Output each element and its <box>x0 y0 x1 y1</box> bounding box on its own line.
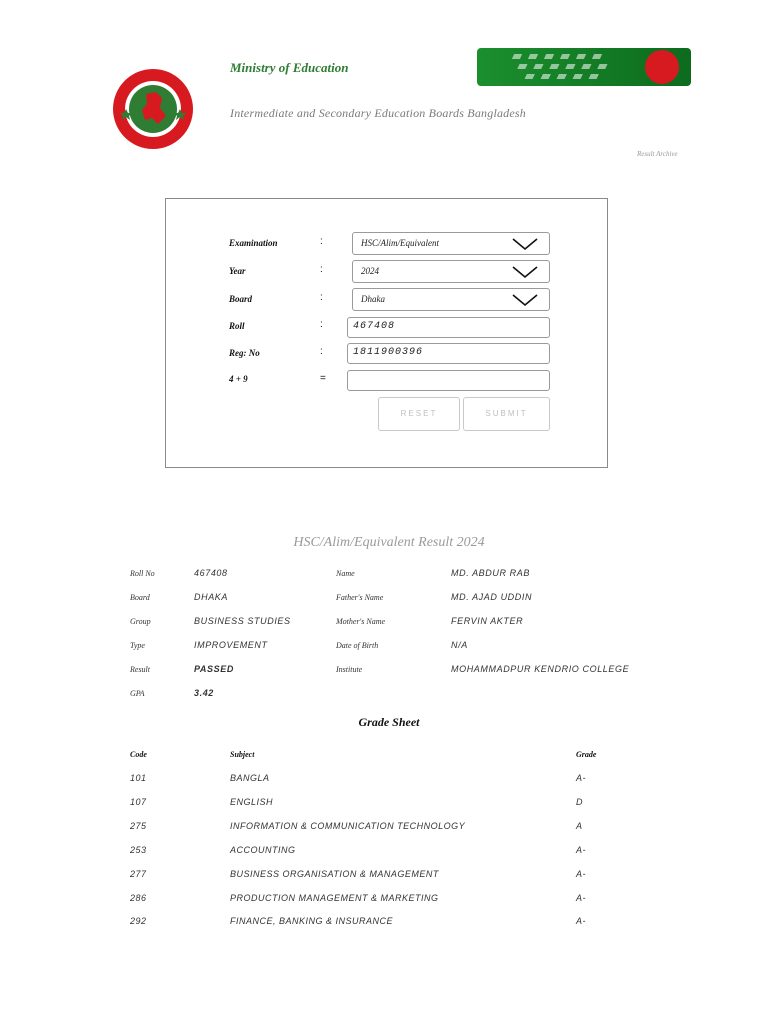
year-label: Year <box>229 266 246 276</box>
group-value: BUSINESS STUDIES <box>194 616 291 626</box>
grade-row-grade: A- <box>576 773 586 783</box>
fathers-name-value: MD. AJAD UDDIN <box>451 592 533 602</box>
reg-no-label: Reg: No <box>229 348 260 358</box>
captcha-input[interactable] <box>347 370 550 391</box>
grade-row-subject: INFORMATION & COMMUNICATION TECHNOLOGY <box>230 821 466 831</box>
result-archive-link[interactable]: Result Archive <box>637 150 678 158</box>
grade-row-code: 286 <box>130 893 147 903</box>
grade-row-code: 101 <box>130 773 147 783</box>
date-of-birth-value: N/A <box>451 640 468 650</box>
type-value: IMPROVEMENT <box>194 640 268 650</box>
grade-row-subject: FINANCE, BANKING & INSURANCE <box>230 916 394 926</box>
mothers-name-label: Mother's Name <box>336 617 386 626</box>
result-label: Result <box>130 665 150 674</box>
grade-row-code: 253 <box>130 845 147 855</box>
examination-label: Examination <box>229 238 278 248</box>
gpa-label: GPA <box>130 689 145 698</box>
examination-select[interactable] <box>352 232 550 255</box>
captcha-question: 4 + 9 <box>229 374 248 384</box>
reg-no-input[interactable]: 1811900396 <box>347 343 550 364</box>
grade-row-subject: BUSINESS ORGANISATION & MANAGEMENT <box>230 869 439 879</box>
grade-row-grade: A- <box>576 893 586 903</box>
bangladesh-govt-seal-icon <box>112 68 194 150</box>
grade-row-code: 277 <box>130 869 147 879</box>
type-label: Type <box>130 641 145 650</box>
grade-row-grade: A- <box>576 916 586 926</box>
captcha-equals: = <box>320 373 326 384</box>
code-header: Code <box>130 750 147 759</box>
chevron-down-icon <box>511 293 539 307</box>
subject-header: Subject <box>230 750 255 759</box>
name-label: Name <box>336 569 355 578</box>
institute-label: Institute <box>336 665 363 674</box>
result-title: HSC/Alim/Equivalent Result 2024 <box>293 535 485 550</box>
chevron-down-icon <box>511 237 539 251</box>
chevron-down-icon <box>511 265 539 279</box>
board-label: Board <box>229 294 253 304</box>
grade-row-code: 107 <box>130 797 147 807</box>
reg-no-colon: : <box>320 346 323 357</box>
result-board-value: DHAKA <box>194 592 229 602</box>
board-name: Intermediate and Secondary Education Boards Bangladesh <box>230 106 526 120</box>
date-of-birth-label: Date of Birth <box>336 641 379 650</box>
grade-row-subject: BANGLA <box>230 773 270 783</box>
gpa-value: 3.42 <box>194 688 214 698</box>
roll-label: Roll <box>229 321 245 331</box>
roll-colon: : <box>320 319 323 330</box>
submit-button[interactable]: SUBMIT <box>463 397 550 431</box>
result-board-label: Board <box>130 593 150 602</box>
year-value: 2024 <box>361 266 379 276</box>
roll-no-label: Roll No <box>130 569 155 578</box>
reset-button[interactable]: RESET <box>378 397 460 431</box>
year-select[interactable] <box>352 260 550 283</box>
examination-value: HSC/Alim/Equivalent <box>361 238 439 248</box>
board-select[interactable] <box>352 288 550 311</box>
ministry-title: Ministry of Education <box>230 60 349 75</box>
year-colon: : <box>320 264 323 275</box>
grade-row-grade: D <box>576 797 583 807</box>
grade-row-subject: ACCOUNTING <box>230 845 296 855</box>
examination-colon: : <box>320 236 323 247</box>
grade-sheet-title: Grade Sheet <box>358 715 420 729</box>
institute-value: MOHAMMADPUR KENDRIO COLLEGE <box>451 664 630 674</box>
mothers-name-value: FERVIN AKTER <box>451 616 524 626</box>
grade-row-grade: A- <box>576 845 586 855</box>
grade-row-subject: ENGLISH <box>230 797 274 807</box>
board-value: Dhaka <box>361 294 385 304</box>
roll-input[interactable]: 467408 <box>347 317 550 338</box>
fathers-name-label: Father's Name <box>336 593 384 602</box>
board-colon: : <box>320 292 323 303</box>
roll-no-value: 467408 <box>194 568 228 578</box>
grade-row-code: 275 <box>130 821 147 831</box>
group-label: Group <box>130 617 151 626</box>
grade-row-subject: PRODUCTION MANAGEMENT & MARKETING <box>230 893 439 903</box>
grade-header: Grade <box>576 750 597 759</box>
grade-row-grade: A- <box>576 869 586 879</box>
name-value: MD. ABDUR RAB <box>451 568 530 578</box>
grade-row-code: 292 <box>130 916 147 926</box>
grade-row-grade: A <box>576 821 583 831</box>
result-status-value: PASSED <box>194 664 234 674</box>
bangladesh-flag-banner-icon <box>477 48 691 86</box>
